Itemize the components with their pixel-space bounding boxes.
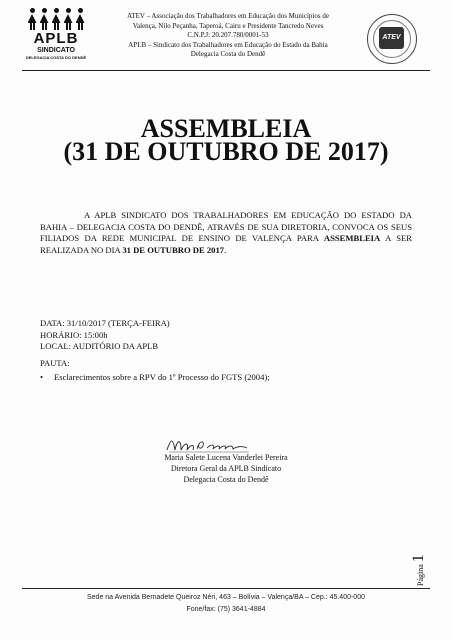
signatory-role: Diretora Geral da APLB Sindicato xyxy=(170,464,282,473)
footer-phone: Fone/fax: (75) 3641-4884 xyxy=(186,606,266,613)
letterhead-text xyxy=(103,12,353,60)
agenda-item xyxy=(40,372,270,384)
intro-text: A APLB SINDICATO DOS TRABALHADORES EM EDUCAÇÃO DO ESTADO DA BAHIA – DELEGACIA COSTA DO DENDÊ, ATRAVÉS DE SUA DIRETORIA, CONVOCA OS SEUS FILIADOS DA REDE MUNICIPAL DE ENSINO DE VALENÇA PARA xyxy=(40,210,412,243)
header-line: Valença, Nilo Peçanha, Taperoá, Cairu e Presidente Tancredo Neves xyxy=(132,21,324,30)
header-divider xyxy=(22,70,430,71)
footer-divider xyxy=(22,588,430,589)
page-label: Página xyxy=(416,564,425,586)
logo-tagline: DELEGACIA COSTA DO DENDÊ xyxy=(25,55,87,60)
location-line: LOCAL: AUDITÓRIO DA APLB xyxy=(40,341,159,351)
footer-address: Sede na Avenida Bernadete Queiroz Néri, 463 – Bolívia – Valença/BA – Cep.: 45.400-000 xyxy=(87,594,365,601)
document-title: ASSEMBLEIA xyxy=(140,114,312,143)
date-line: DATA: 31/10/2017 (TERÇA-FEIRA) xyxy=(40,318,170,328)
header-line: ATEV – Associação dos Trabalhadores em Educação dos Municípios de xyxy=(127,12,329,20)
agenda-label: PAUTA: xyxy=(40,358,70,368)
page-number xyxy=(410,546,450,586)
intro-mid: A SER REALIZADA NO DIA xyxy=(40,233,412,255)
atev-logo-text: ATEV xyxy=(379,27,404,49)
signatory-office: Delegacia Costa do Dendê xyxy=(183,475,269,484)
signature-block xyxy=(0,452,452,485)
bullet-icon: • xyxy=(40,372,44,382)
header-line: APLB – Sindicato dos Trabalhadores em Educação do Estado da Bahia xyxy=(128,40,328,49)
atev-seal xyxy=(367,14,417,64)
intro-paragraph xyxy=(40,210,412,256)
people-icon xyxy=(22,8,90,30)
intro-date: 31 DE OUTUBRO DE 2017 xyxy=(122,244,225,255)
time-line: HORÁRIO: 15:00h xyxy=(40,329,108,340)
event-details xyxy=(40,318,170,353)
footer xyxy=(0,592,452,616)
intro-end: . xyxy=(224,244,227,255)
agenda-item-text: Esclarecimentos sobre a RPV do 1º Processo do FGTS (2004); xyxy=(54,372,270,382)
header-line: Delegacia Costa do Dendê xyxy=(190,50,266,58)
header-line: C.N.P.J: 20.207.780/0001-53 xyxy=(187,31,269,39)
intro-bold: ASSEMBLEIA xyxy=(323,233,381,243)
signatory-name: Maria Salete Lucena Vanderlei Pereira xyxy=(164,453,288,462)
page-number-value: 1 xyxy=(410,554,427,563)
document-date-title: (31 DE OUTUBRO DE 2017) xyxy=(63,137,389,166)
logo-subtitle: SINDICATO xyxy=(37,47,75,54)
logo-title: APLB xyxy=(33,30,79,47)
aplb-logo xyxy=(22,8,90,63)
